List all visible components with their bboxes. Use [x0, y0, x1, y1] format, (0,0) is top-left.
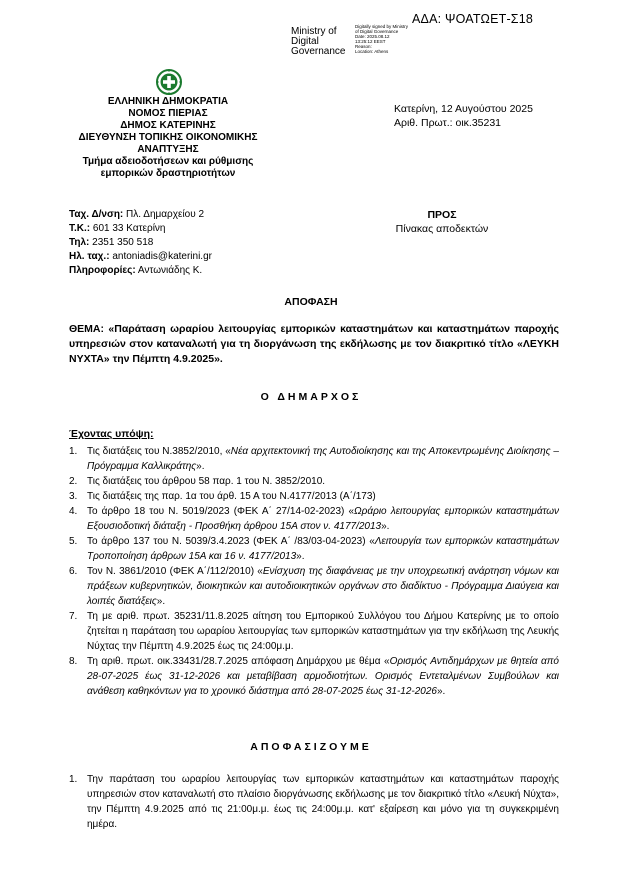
issuer-line: ΑΝΑΠΤΥΞΗΣ	[137, 144, 199, 155]
list-item: 2. Τις διατάξεις του άρθρου 58 παρ. 1 του Ν. 3852/2010.	[69, 476, 326, 487]
recipient-label: ΠΡΟΣ	[427, 209, 457, 221]
signature-detail-line: Digitally signed by Ministry	[355, 24, 409, 29]
contact-email: Ηλ. ταχ.: antoniadis@katerini.gr	[69, 251, 212, 262]
signature-organization	[291, 27, 345, 57]
hellenic-republic-emblem-icon	[156, 69, 182, 95]
considering-title: Έχοντας υπόψη:	[69, 428, 154, 440]
list-item: 4. Το άρθρο 18 του Ν. 5019/2023 (ΦΕΚ Α΄ 27/14-02-2023) «Ωράριο λειτουργίας εμπορικών καταστημάτων Εξουσιοδοτική διάταξη - Προσθήκη άρθρου 15Α στον ν. 4177/2013».	[69, 506, 559, 532]
signature-detail-line: 13:25:12 EEST	[355, 39, 386, 44]
protocol-number: Αριθ. Πρωτ.: οικ.35231	[394, 117, 502, 129]
recipient-block	[392, 208, 492, 236]
issuer-line: εμπορικών δραστηριοτήτων	[100, 168, 236, 179]
issuer-line: ΔΙΕΥΘΥΝΣΗ ΤΟΠΙΚΗΣ ΟΙΚΟΝΟΜΙΚΗΣ	[78, 132, 258, 143]
contact-phone: Τηλ: 2351 350 518	[69, 237, 154, 248]
issuer-line: ΔΗΜΟΣ ΚΑΤΕΡΙΝΗΣ	[120, 120, 216, 131]
issuer-line: ΕΛΛΗΝΙΚΗ ΔΗΜΟΚΡΑΤΙΑ	[107, 96, 229, 107]
signature-org-line: Digital	[291, 36, 319, 47]
recipient-value: Πίνακας αποδεκτών	[395, 223, 489, 235]
list-item: 5. Το άρθρο 137 του Ν. 5039/3.4.2023 (ΦΕΚ Α΄ /83/03-04-2023) «Λειτουργία των εμπορικών καταστημάτων Τροποποίηση άρθρων 15Α και 16 ν. 4177/2013».	[69, 536, 560, 562]
signature-detail-line: Location: Athens	[355, 49, 389, 54]
signature-detail-line: Reason:	[355, 44, 372, 49]
signature-detail-line: Date: 2025.08.12	[355, 34, 390, 39]
mayor-heading: Ο ΔΗΜΑΡΧΟΣ	[260, 391, 362, 403]
document-date: Κατερίνη, 12 Αυγούστου 2025	[394, 103, 533, 115]
ada-code: ΑΔΑ: ΨΟΑΤΩΕΤ-Σ18	[412, 12, 534, 26]
issuer-line: ΝΟΜΟΣ ΠΙΕΡΙΑΣ	[128, 108, 208, 119]
contact-postcode: Τ.Κ.: 601 33 Κατερίνη	[69, 223, 166, 234]
decide-heading: ΑΠΟΦΑΣΙΖΟΥΜΕ	[250, 741, 372, 753]
issuer-line: Τμήμα αδειοδοτήσεων και ρύθμισης	[82, 156, 254, 167]
list-item: 7. Τη με αριθ. πρωτ. 35231/11.8.2025 αίτηση του Εμπορικού Συλλόγου του Δήμου Κατερίνης με το οποίο ζητείται η παράταση του ωραρίου λειτουργίας των εμπορικών καταστημάτων για την εκδήλωση της Λευκής Νύχτας την Πέμπτη 4.9.2025 έως τις 24:00μ.μ.	[69, 611, 559, 652]
considerations-list	[69, 444, 559, 699]
contact-address: Ταχ. Δ/νση: Πλ. Δημαρχείου 2	[69, 209, 205, 220]
list-item: 8. Τη αριθ. πρωτ. οικ.33431/28.7.2025 απόφαση Δημάρχου με θέμα «Ορισμός Αντιδημάρχων με θητεία από 28-07-2025 έως 31-12-2026 και μεταβίβαση αρμοδιοτήτων. Ορισμός Εντεταλμένων Συμβούλων και ανάθεση καθηκόντων για το χρονικό διάστημα από 28-07-2025 έως 31-12-2026».	[69, 656, 559, 697]
subject: ΘΕΜΑ: «Παράταση ωραρίου λειτουργίας εμπορικών καταστημάτων και καταστημάτων παροχής υπηρεσιών στον καταναλωτή για τη διοργάνωση της εκδήλωσης με τον διακριτικό τίτλο «ΛΕΥΚΗ ΝΥΧΤΑ» την Πέμπτη 4.9.2025».	[69, 323, 559, 365]
document-title: ΑΠΟΦΑΣΗ	[284, 296, 338, 308]
contact-info	[69, 208, 212, 278]
issuer-block	[78, 96, 258, 180]
signature-org-line: Ministry of	[291, 26, 337, 37]
signature-detail-line: of Digital Governance	[355, 29, 399, 34]
signature-org-line: Governance	[291, 46, 346, 57]
list-item: 3. Τις διατάξεις της παρ. 1α του άρθ. 15 Α του Ν.4177/2013 (Α΄/173)	[69, 491, 376, 502]
date-block	[394, 102, 533, 130]
list-item: 1. Την παράταση του ωραρίου λειτουργίας των εμπορικών καταστημάτων και καταστημάτων παροχής υπηρεσιών στον καταναλωτή στο πλαίσιο διοργάνωσης εκδήλωσης με τον διακριτικό τίτλο «Λευκή Νύχτα», την Πέμπτη 4.9.2025 από τις 21:00μ.μ. έως τις 24:00μ.μ. κατ' εξαίρεση και μόνο για τη συγκεκριμένη ημέρα.	[69, 774, 559, 830]
list-item: 1. Τις διατάξεις του Ν.3852/2010, «Νέα αρχιτεκτονική της Αυτοδιοίκησης και της Αποκεντρωμένης Διοίκησης – Πρόγραμμα Καλλικράτης».	[69, 446, 559, 472]
signature-details	[355, 24, 415, 54]
contact-info-person: Πληροφορίες: Αντωνιάδης Κ.	[69, 265, 203, 276]
list-item: 6. Τον Ν. 3861/2010 (ΦΕΚ Α΄/112/2010) «Ενίσχυση της διαφάνειας με την υποχρεωτική ανάρτηση νόμων και πράξεων κυβερνητικών, διοικητικών και αυτοδιοικητικών οργάνων στο διαδίκτυο - Πρόγραμμα Διαύγεια και λοιπές διατάξεις».	[69, 566, 559, 607]
decisions-list	[69, 772, 559, 832]
